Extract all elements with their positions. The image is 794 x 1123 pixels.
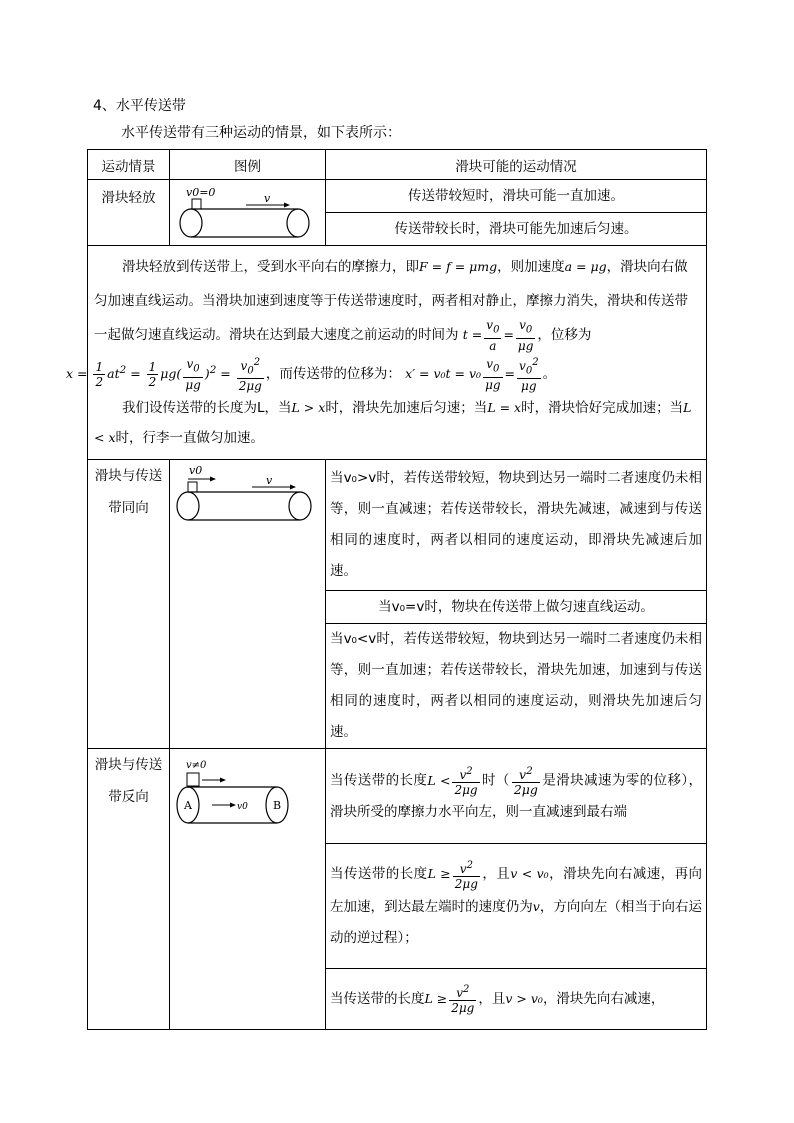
scenario-cell — [88, 180, 170, 246]
case-cell: 传送带较短时，滑块可能一直加速。 — [326, 180, 707, 213]
v-label: v — [266, 474, 273, 488]
arrow-head-icon — [210, 477, 216, 482]
left-roller — [180, 209, 202, 237]
right-roller — [287, 209, 309, 237]
conveyor-diagram-opposite-direction — [174, 757, 294, 847]
arrow-head-icon — [220, 778, 226, 783]
table-row — [88, 460, 707, 591]
block-shape — [187, 773, 199, 786]
analysis-paragraph-2: 我们设传送带的长度为L，当L > x时，滑块先加速后匀速；当L = x时，滑块恰好完成加速；当L < x时，行李一直做匀加速。 — [94, 400, 692, 447]
analysis-paragraph-1: 滑块轻放到传送带上，受到水平向右的摩擦力，即F = f = μmg，则加速度a = μg，滑块向右做匀加速直线运动。当滑块加速到速度等于传送带速度时，两者相对静止，摩擦力消失，滑块和传送带一起做匀速直线运动。滑块在达到最大速度之前运动的时间为 t = $\frac{v_0}{a}$ = $\frac{v_0}{\mu g}$ ，位移为 x = $\frac{1}{2}$ $at^2$ = $\frac{1}{2}$ μg( $\frac{v_0}{\mu g}$ )$^2$ = $\frac{v_0^2}{2\mu g}$ ，而传送带的位移为： x′ = v₀t = v₀ $\frac{v_0}{\mu g}$ = $\frac{v_0^2}{\mu g}$ 。 — [66, 259, 688, 394]
v0-label: v0 — [189, 464, 203, 478]
label-a: A — [184, 799, 192, 813]
diagram-cell — [170, 749, 326, 1030]
table-header-row — [88, 150, 707, 180]
v0-label: v0 — [237, 802, 248, 813]
belt-displacement-formula: x′ = v₀t = v₀ $\frac{v_0}{\mu g}$ = $\frac{v_0^2}{\mu g}$ — [405, 356, 539, 394]
length-condition: L ≥ $\frac{v^2}{2\mu g}$ — [424, 984, 475, 1016]
analysis-row — [88, 246, 707, 460]
deceleration-distance: $\frac{v^2}{2\mu g}$ — [513, 764, 538, 798]
header-motion: 滑块可能的运动情况 — [326, 150, 707, 180]
diagram-cell — [170, 460, 326, 749]
length-condition: L ≥ $\frac{v^2}{2\mu g}$ — [427, 859, 478, 891]
scenario-cell: 滑块与传送 带同向 — [88, 460, 170, 749]
header-scenario: 运动情景 — [88, 150, 170, 180]
right-roller — [289, 492, 311, 520]
intro-text: 水平传送带有三种运动的情景，如下表所示： — [121, 125, 401, 141]
analysis-cell — [66, 246, 707, 460]
scenario-label: 滑块轻放 — [101, 190, 156, 206]
arrow-head-icon — [284, 202, 290, 207]
acceleration-formula: a = μg — [564, 259, 607, 274]
block-shape — [188, 482, 197, 492]
arrow-head-icon — [290, 485, 296, 490]
diagram-cell — [170, 180, 326, 246]
scenario-cell: 滑块与传送 带反向 — [88, 749, 170, 1030]
case-cell: 当传送带的长度L ≥ $\frac{v^2}{2\mu g}$ ，且v > v₀，滑块先向右减速， — [326, 969, 707, 1030]
v-label: v — [264, 191, 271, 205]
time-formula: t = $\frac{v_0}{a}$ = $\frac{v_0}{\mu g}$ — [462, 318, 534, 353]
case-cell: 当传送带的长度L < $\frac{v^2}{2\mu g}$ 时（ $\frac{v^2}{2\mu g}$ 是滑块减速为零的位移），滑块所受的摩擦力水平向左，则一直减速到最右端 — [326, 749, 707, 844]
table-row — [88, 180, 707, 213]
section-heading: 4、水平传送带 — [93, 98, 186, 114]
case-cell: 传送带较长时，滑块可能先加速后匀速。 — [326, 213, 707, 246]
block-shape — [192, 199, 201, 209]
length-condition: L < $\frac{v^2}{2\mu g}$ — [427, 766, 478, 798]
conveyor-diagram-light-place — [174, 185, 314, 241]
v0-label: v0=0 — [186, 185, 216, 199]
displacement-formula: x = $\frac{1}{2}$ $at^2$ = $\frac{1}{2}$ μg( $\frac{v_0}{\mu g}$ )$^2$ = $\frac{v_0^2}{2\mu g}$ — [66, 356, 262, 394]
label-b: B — [273, 799, 282, 813]
left-roller — [177, 492, 199, 520]
conveyor-diagram-same-direction — [174, 464, 314, 522]
conveyor-table — [66, 149, 707, 1030]
case-cell: 当传送带的长度L ≥ $\frac{v^2}{2\mu g}$ ，且v < v₀，滑块先向右减速，再向左加速，到达最左端时的速度仍为v，方向向左（相当于向右运动的逆过程）； — [326, 844, 707, 969]
friction-formula: F = f = μmg — [419, 259, 498, 274]
case-cell: 当v₀=v时，物块在传送带上做匀速直线运动。 — [326, 591, 707, 624]
header-diagram: 图例 — [170, 150, 326, 180]
v-label: v≠0 — [186, 760, 207, 772]
case-cell: 当v₀>v时，若传送带较短，物块到达另一端时二者速度仍未相等，则一直减速；若传送带较长，滑块先减速，减速到与传送相同的速度时，两者以相同的速度运动，即滑块先减速后加速。 — [326, 460, 707, 591]
table-row — [88, 749, 707, 844]
case-cell: 当v₀<v时，若传送带较短，物块到达另一端时二者速度仍未相等，则一直加速；若传送带较长，滑块先加速，加速到与传送相同的速度时，两者以相同的速度运动，则滑块先加速后匀速。 — [326, 624, 707, 749]
arrow-head-icon — [230, 803, 236, 808]
